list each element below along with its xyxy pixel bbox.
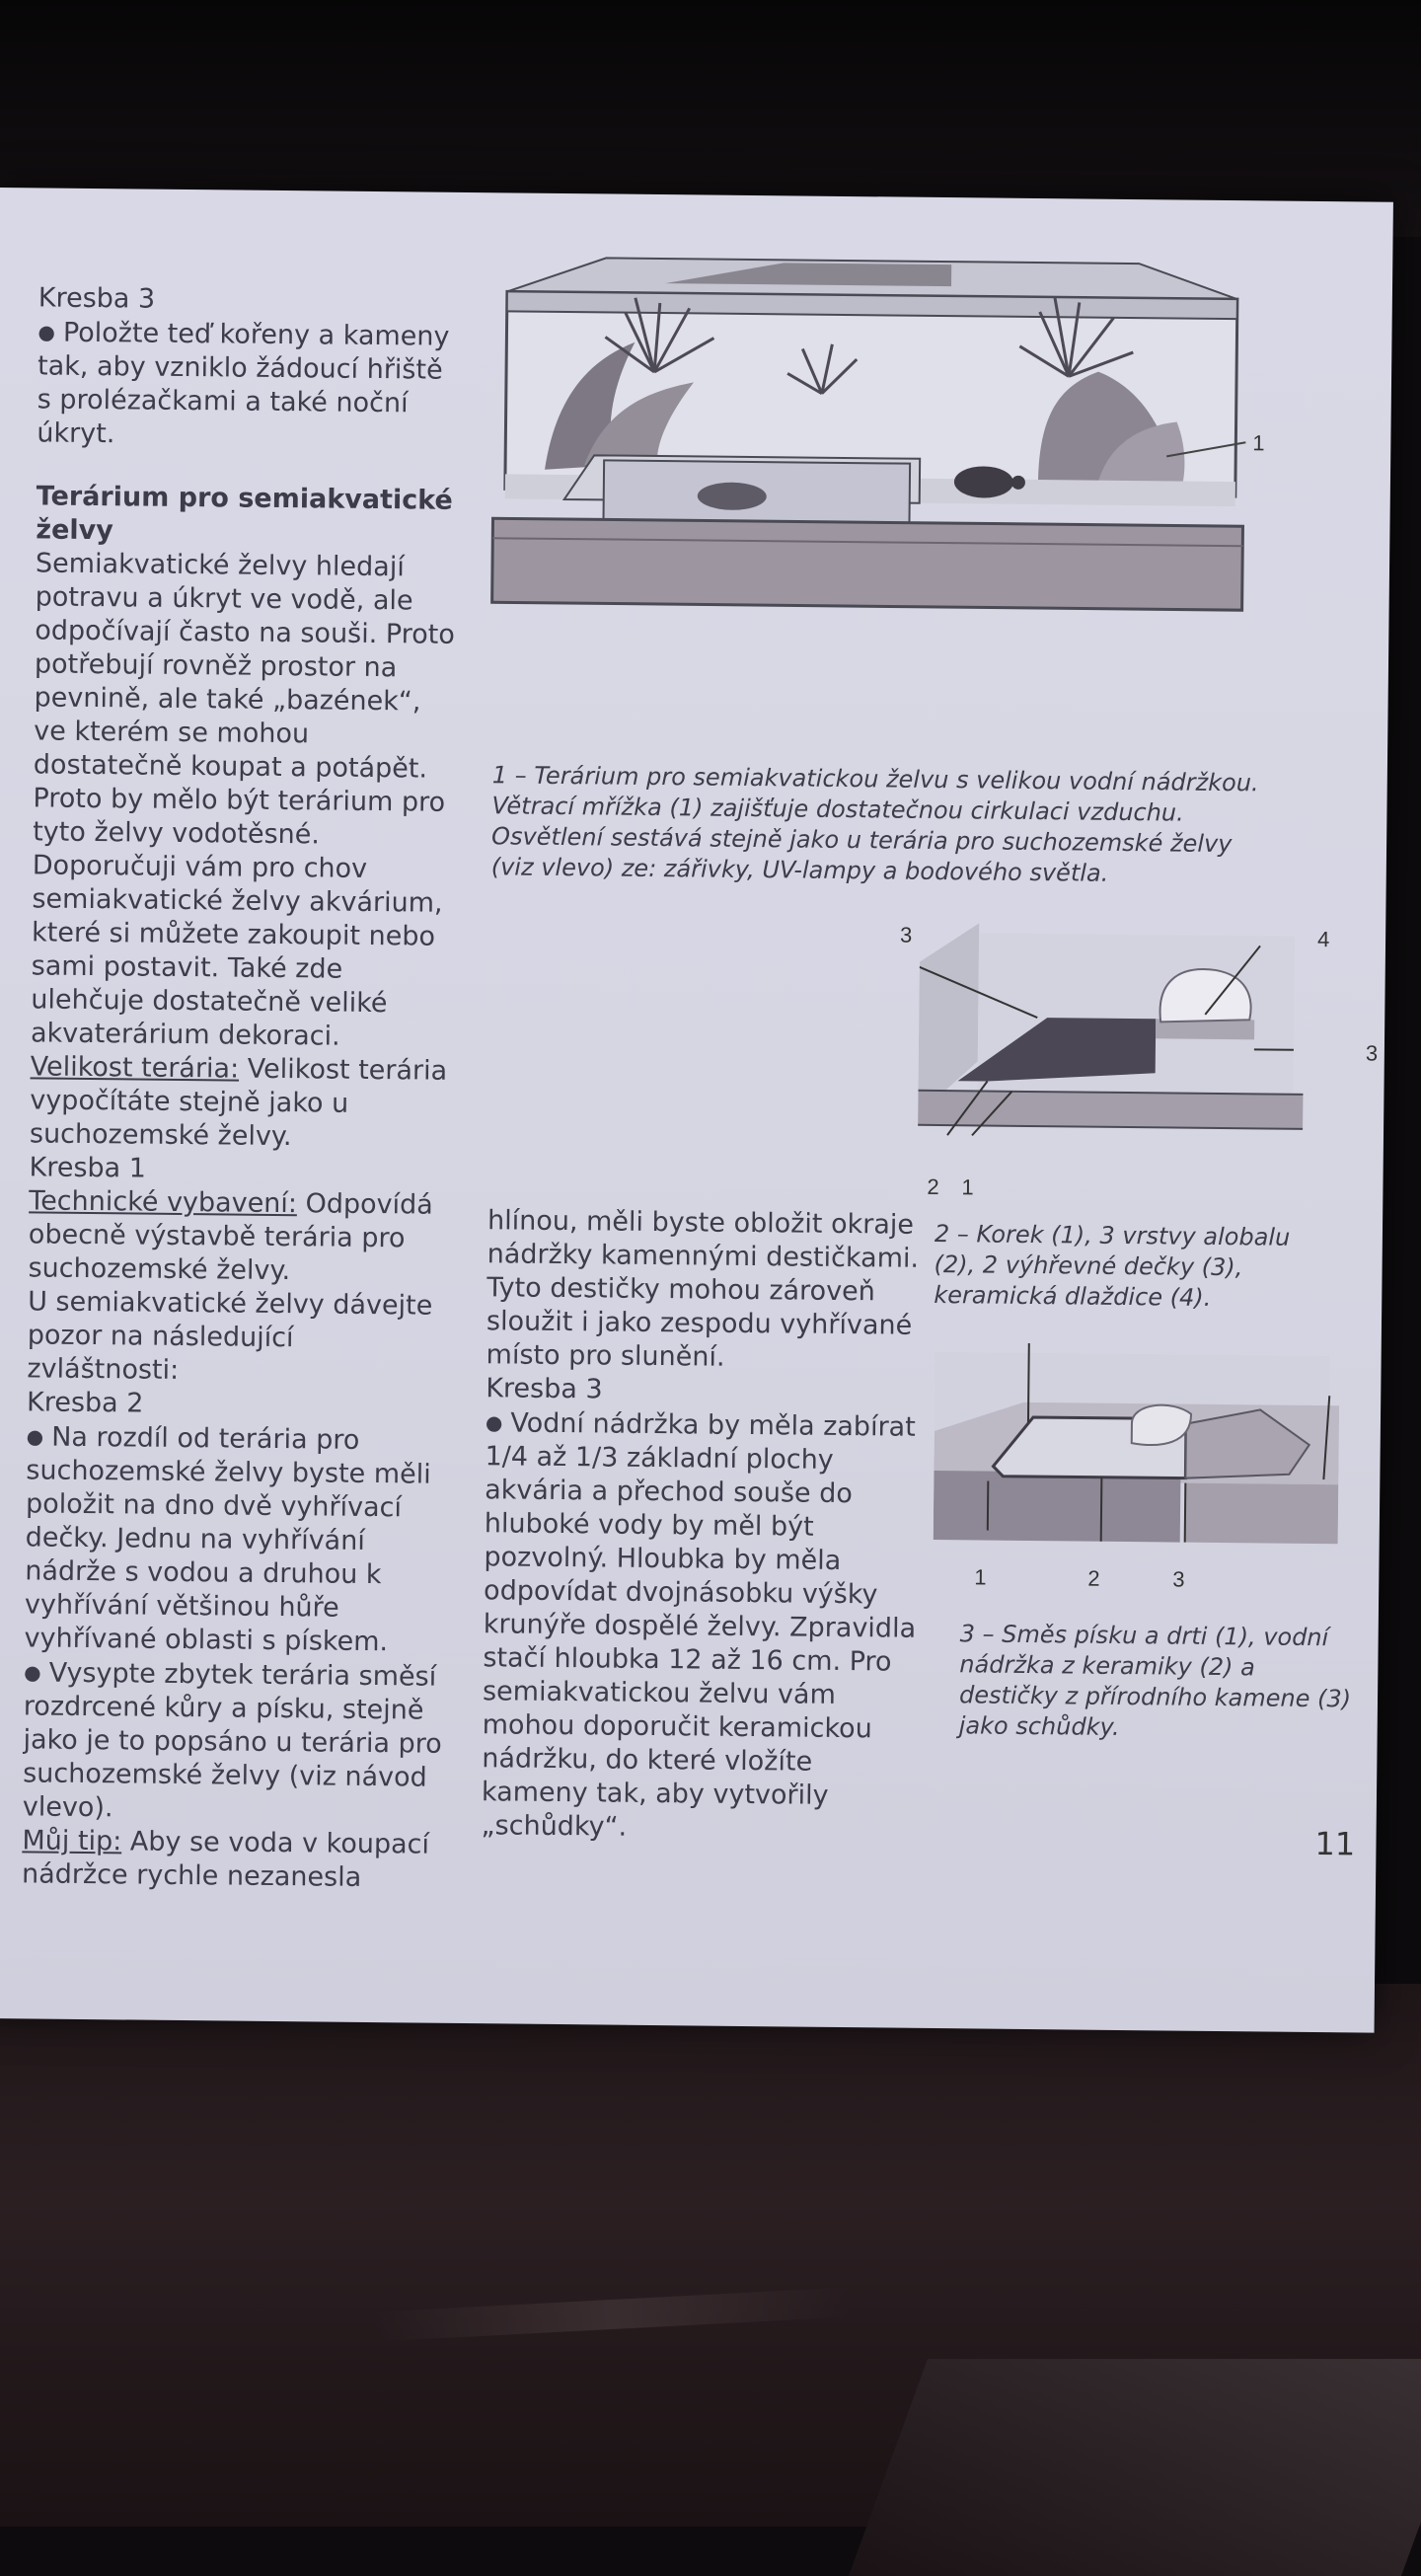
cross-section-illustration bbox=[918, 923, 1314, 1154]
figure-caption: 3 – Směs písku a drti (1), vodní nádržka z keramiky (2) a destičky z přírodního kamene (3) jako schůdky. bbox=[959, 1619, 1355, 1745]
bullet-paragraph: ● Na rozdíl od terária pro suchozemské želvy byste měli položit na dno dvě vyhřívací dečky. Jednu na vyhřívání nádrže s vodou a druhou k vyhřívání většinou hůře vyhřívané oblasti s pískem. bbox=[24, 1419, 450, 1659]
figure-label: 4 bbox=[1317, 927, 1330, 952]
paragraph: U semiakvatické želvy dávejte pozor na následující zvláštnosti: bbox=[27, 1285, 452, 1390]
kresba-label: Kresba 1 bbox=[29, 1151, 453, 1189]
figure-label: 1 bbox=[974, 1564, 987, 1590]
subheading-label: Velikost terária: bbox=[31, 1051, 240, 1084]
bullet-paragraph: ● Vysypte zbytek terária směsí rozdrcené kůry a písku, stejně jako je to popsáno u terária pro suchozemské želvy (viz návod vlevo). bbox=[23, 1655, 449, 1828]
figure-label: 1 bbox=[1252, 430, 1265, 456]
bullet-paragraph: ● Vodní nádržka by měla zabírat 1/4 až 1/3 základní plochy akvária a přechod souše do hluboké vody by měl být pozvolný. Hloubka by měla odpovídat dvojnásobku výšky krunýře dospělé želvy. Zpravidla stačí hloubka 12 až 16 cm. Pro semiakvatickou želvu vám mohou doporučit keramickou nádržku, do které vložíte kameny tak, aby vytvořily „schůdky“. bbox=[481, 1405, 920, 1848]
figure-label: 3 bbox=[1366, 1041, 1379, 1067]
left-column bbox=[22, 281, 463, 1895]
paragraph-text: Velikost terária vypočítáte stejně jako u suchozemské želvy. bbox=[30, 1054, 448, 1153]
figure-label: 1 bbox=[961, 1174, 974, 1200]
page-number: 11 bbox=[1314, 1825, 1355, 1862]
tip-label: Můj tip: bbox=[22, 1825, 121, 1856]
subheading-label: Technické vybavení: bbox=[29, 1185, 297, 1219]
figure-caption: 2 – Korek (1), 3 vrstvy alobalu (2), 2 výhřevné dečky (3), keramická dlaždice (4). bbox=[934, 1219, 1329, 1315]
paragraph: Semiakvatické želvy hledají potravu a úkryt ve vodě, ale odpočívají často na souši. Proto potřebují rovněž prostor na pevnině, ale také „bazének“, ve kterém se mohou dostatečně koupat a potápět. Proto by mělo být terárium pro tyto želvy vodotěsné. bbox=[33, 547, 460, 853]
paragraph-text: Odpovídá obecně výstavbě terária pro suchozemské želvy. bbox=[28, 1188, 433, 1286]
kresba-label: Kresba 3 bbox=[38, 281, 463, 320]
bullet-paragraph: ● Položte teď kořeny a kameny tak, aby vzniklo žádoucí hřiště s prolézačkami a také noční úkryt. bbox=[37, 315, 462, 454]
fabric-fold bbox=[849, 2359, 1421, 2576]
middle-column bbox=[481, 1204, 922, 1848]
paragraph bbox=[30, 1050, 455, 1155]
figure-label: 2 bbox=[1087, 1566, 1100, 1592]
paragraph bbox=[22, 1824, 447, 1895]
figure-label: 2 bbox=[927, 1174, 939, 1200]
figure-label: 3 bbox=[1172, 1567, 1185, 1593]
kresba-label: Kresba 2 bbox=[27, 1386, 451, 1424]
paragraph: hlínou, měli byste obložit okraje nádržky kamennými destičkami. Tyto destičky mohou zároveň sloužit i jako zespodu vyhřívané místo pro slunění. bbox=[486, 1204, 922, 1377]
ceramic-tank-illustration bbox=[933, 1332, 1339, 1563]
kresba-label: Kresba 3 bbox=[486, 1372, 920, 1410]
paragraph: Doporučuji vám pro chov semiakvatické želvy akvárium, které si můžete zakoupit nebo sami postavit. Také zde ulehčuje dostatečně veliké akvaterárium dekoraci. bbox=[31, 849, 457, 1054]
paragraph-text: Aby se voda v koupací nádržce rychle nezanesla bbox=[22, 1826, 429, 1893]
figure-label: 3 bbox=[900, 923, 913, 948]
book-page bbox=[0, 188, 1393, 2033]
background-bottom bbox=[0, 1984, 1421, 2527]
section-heading: Terárium pro semiakvatické želvy bbox=[36, 480, 461, 551]
paragraph bbox=[28, 1184, 453, 1289]
fabric-fold bbox=[375, 2287, 850, 2341]
figure-caption: 1 – Terárium pro semiakvatickou želvu s velikou vodní nádržkou. Větrací mřížka (1) zajišťuje dostatečnou cirkulaci vzduchu. Osvětlení sestává stejně jako u terária pro suchozemské želvy (viz vlevo) ze: zářivky, UV-lampy a bodového světla. bbox=[491, 760, 1272, 890]
terrarium-illustration bbox=[484, 252, 1268, 694]
